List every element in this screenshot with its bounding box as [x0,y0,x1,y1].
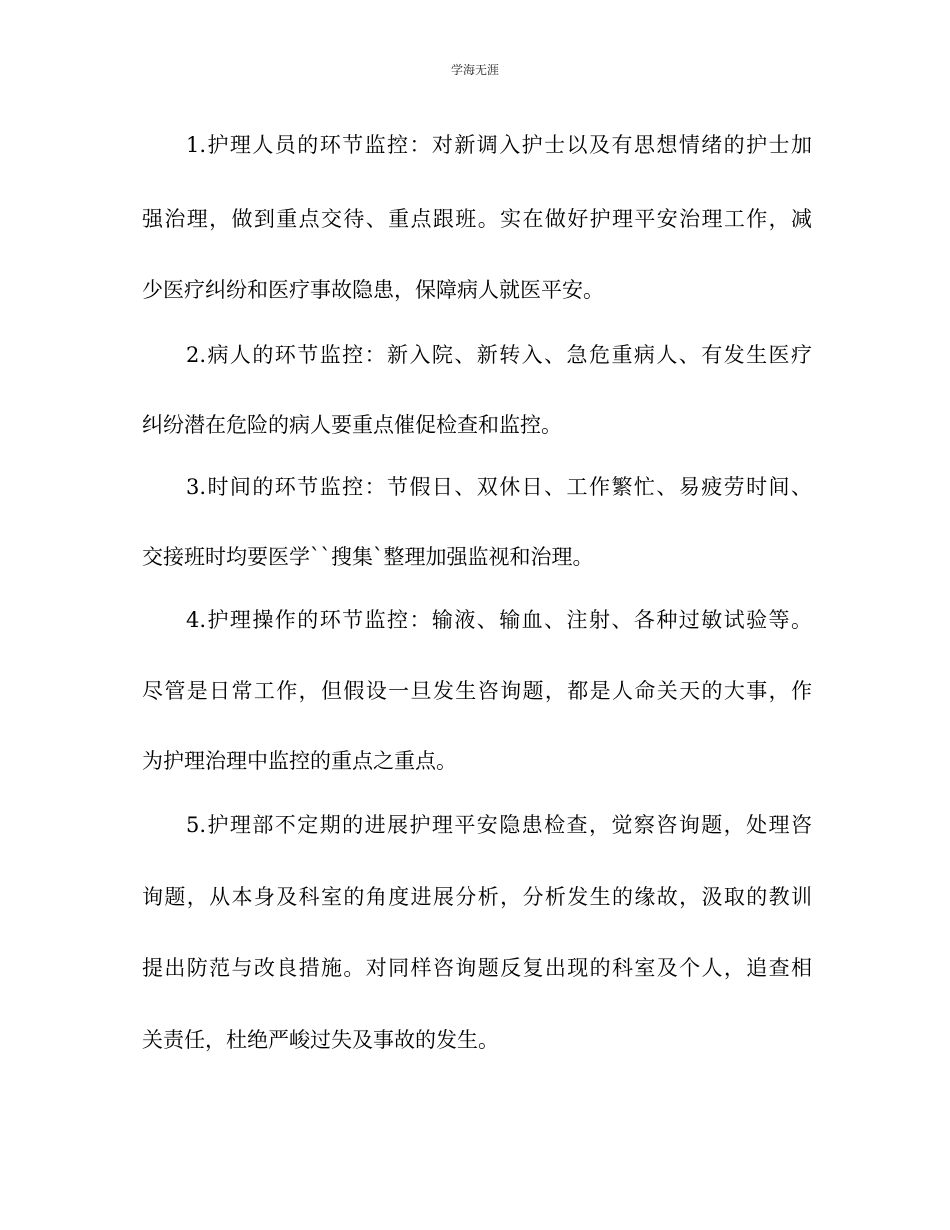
paragraph-4-line-2: 尽管是日常工作，但假设一旦发生咨询题，都是人命关天的大事，作 [142,679,812,703]
paragraph-5-line-4: 关责任，杜绝严峻过失及事故的发生。 [142,1028,499,1052]
paragraph-3-line-2: 交接班时均要医学``搜集`整理加强监视和治理。 [142,545,594,569]
paragraph-2-line-2: 纠纷潜在危险的病人要重点催促检查和监控。 [142,413,562,437]
paragraph-1-line-3: 少医疗纠纷和医疗事故隐患，保障病人就医平安。 [142,278,604,302]
paragraph-5-line-3: 提出防范与改良措施。对同样咨询题反复出现的科室及个人，追查相 [142,956,812,980]
paragraph-3-line-1: 3.时间的环节监控：节假日、双休日、工作繁忙、易疲劳时间、 [186,475,812,499]
paragraph-5-line-2: 询题，从本身及科室的角度进展分析，分析发生的缘故，汲取的教训 [142,885,812,909]
paragraph-4-line-1: 4.护理操作的环节监控：输液、输血、注射、各种过敏试验等。 [186,608,812,632]
paragraph-2-line-1: 2.病人的环节监控：新入院、新转入、急危重病人、有发生医疗 [186,343,812,367]
paragraph-5-line-1: 5.护理部不定期的进展护理平安隐患检查，觉察咨询题，处理咨 [186,813,812,837]
paragraph-1-line-1: 1.护理人员的环节监控：对新调入护士以及有思想情绪的护士加 [186,133,812,157]
page-header: 学海无涯 [450,63,499,77]
paragraph-4-line-3: 为护理治理中监控的重点之重点。 [142,749,457,773]
paragraph-1-line-2: 强治理，做到重点交待、重点跟班。实在做好护理平安治理工作，减 [142,207,812,231]
